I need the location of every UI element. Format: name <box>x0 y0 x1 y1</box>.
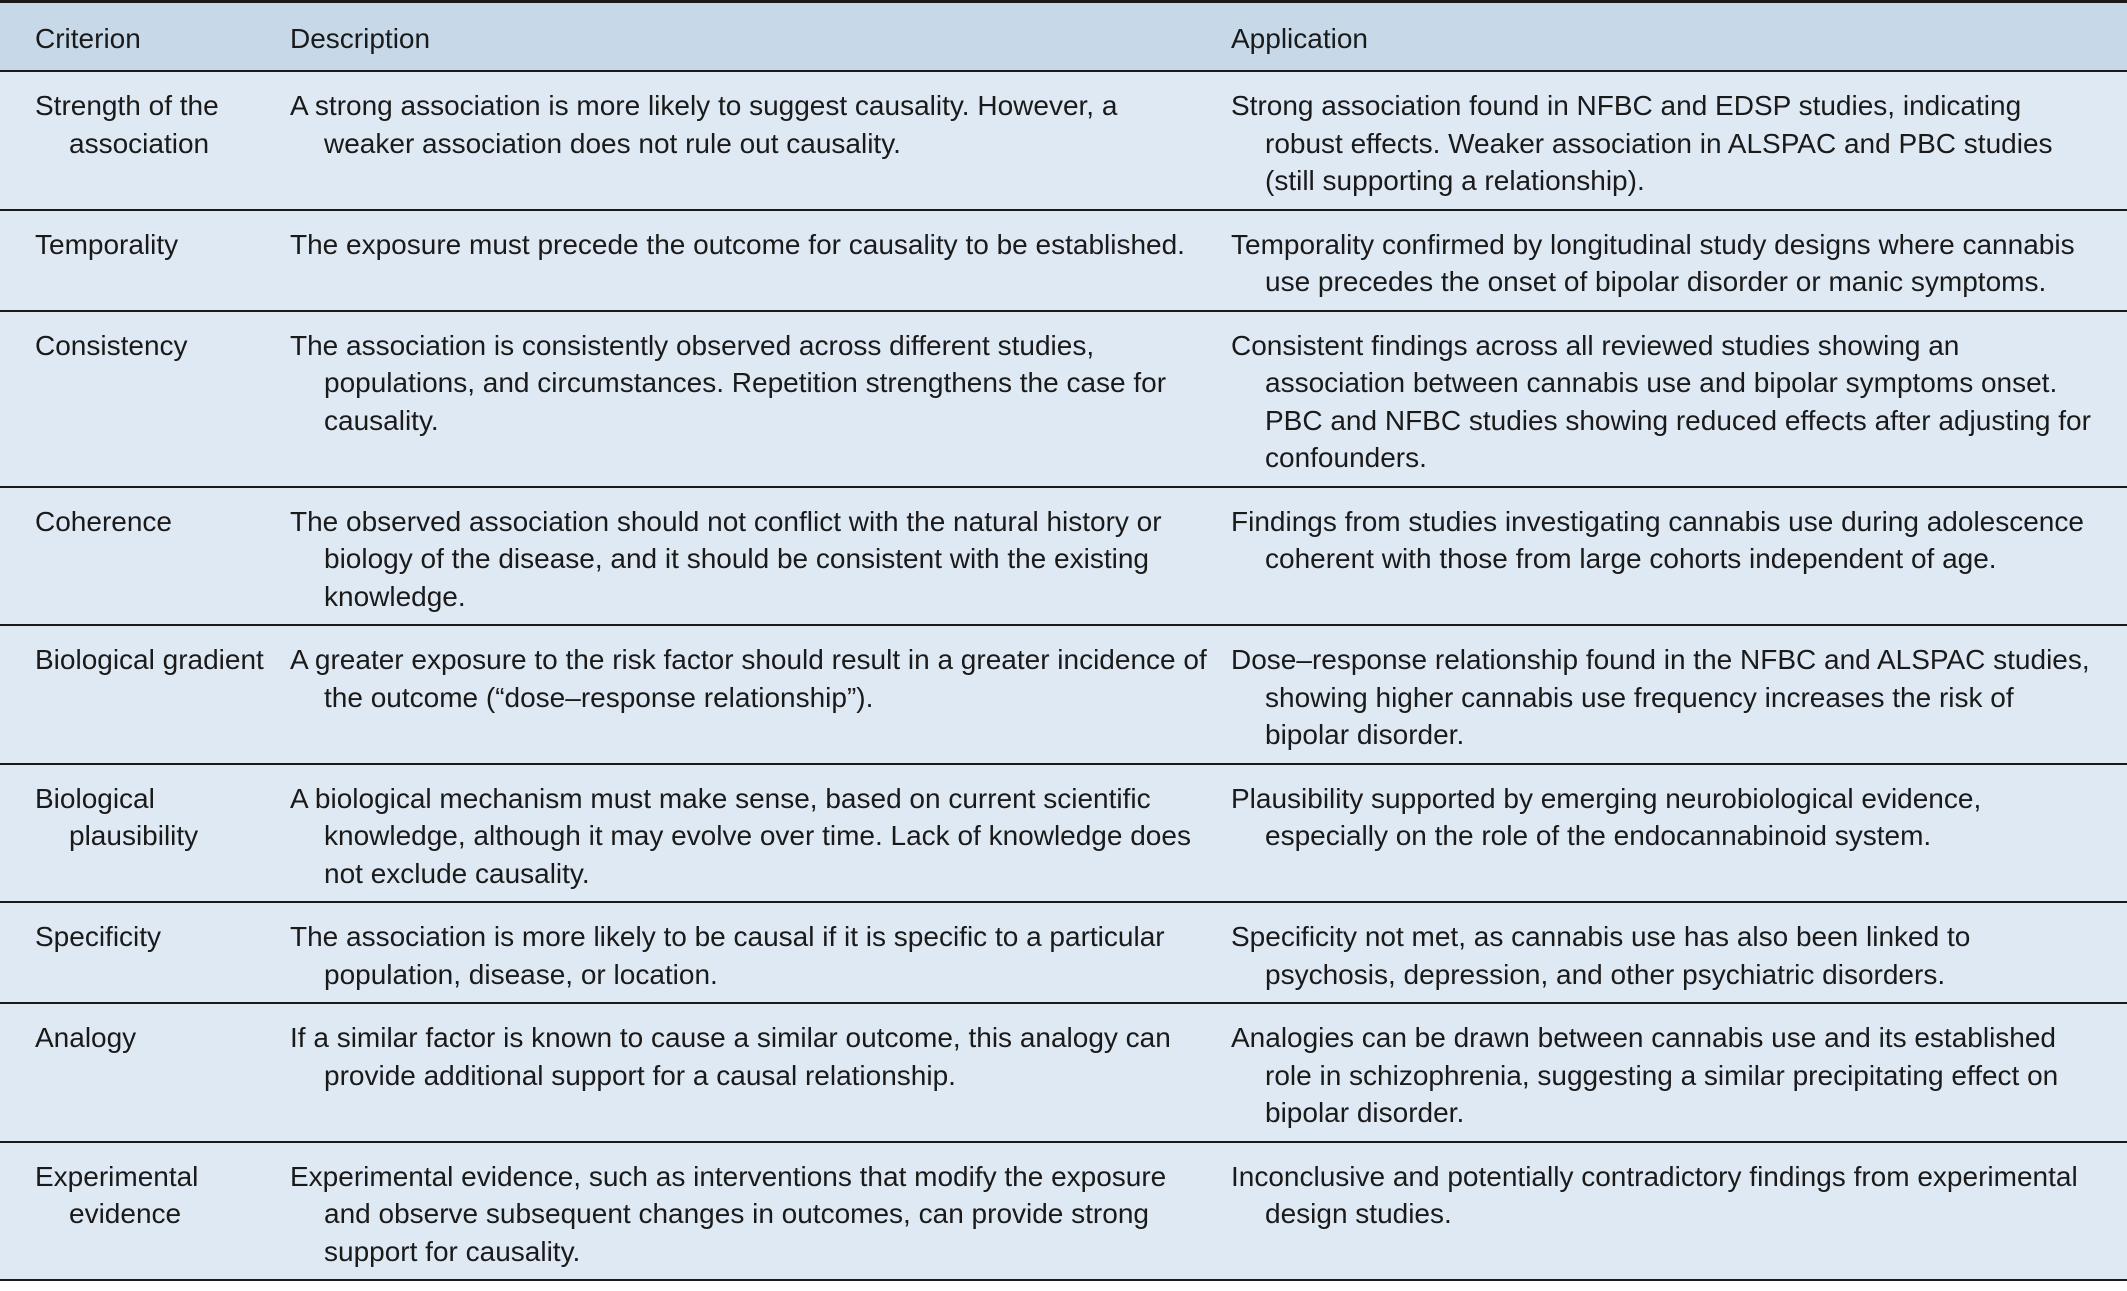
table-row <box>0 487 2127 626</box>
criterion-cell <box>0 764 290 903</box>
application-cell <box>1231 71 2127 210</box>
application-cell <box>1231 1142 2127 1281</box>
criterion-text: Biological gradient <box>35 644 264 675</box>
application-cell <box>1231 902 2127 1003</box>
description-text: A strong association is more likely to suggest causality. However, a weaker association does not rule out causality. <box>290 90 1118 159</box>
criterion-text: Consistency <box>35 329 188 361</box>
description-text: Experimental evidence, such as interventions that modify the exposure and observe subsequent changes in outcomes, can provide strong support for causality. <box>290 1160 1167 1267</box>
description-cell <box>290 1003 1231 1142</box>
description-cell <box>290 625 1231 764</box>
application-text: Strong association found in NFBC and EDSP studies, indicating robust effects. Weaker association in ALSPAC and PBC studies (still supporting a relationship). <box>1231 90 2053 196</box>
description-text: The association is more likely to be causal if it is specific to a particular population, disease, or location. <box>290 921 1165 990</box>
table-row <box>0 625 2127 764</box>
table-row <box>0 311 2127 487</box>
table-row <box>0 1003 2127 1142</box>
application-cell <box>1231 311 2127 487</box>
table-row <box>0 1142 2127 1281</box>
table-row <box>0 902 2127 1003</box>
description-cell <box>290 1142 1231 1281</box>
table-row <box>0 71 2127 210</box>
application-text: Temporality confirmed by longitudinal study designs where cannabis use precedes the onset of bipolar disorder or manic symptoms. <box>1231 228 2075 297</box>
application-text: Inconclusive and potentially contradictory findings from experimental design studies. <box>1231 1160 2078 1229</box>
description-text: A greater exposure to the risk factor should result in a greater incidence of the outcome (“dose–response relationship”). <box>290 644 1207 713</box>
criterion-text: Specificity <box>35 921 162 952</box>
criterion-cell <box>0 71 290 210</box>
criterion-text: Strength of the association <box>35 90 219 159</box>
header-row <box>0 2 2127 72</box>
criterion-text: Analogy <box>35 1022 137 1053</box>
criterion-text: Coherence <box>35 505 172 537</box>
application-text: Analogies can be drawn between cannabis use and its established role in schizophrenia, suggesting a similar precipitating effect on bipolar disorder. <box>1231 1022 2059 1128</box>
description-cell <box>290 210 1231 311</box>
header-application: Application <box>1231 23 1368 54</box>
description-cell <box>290 311 1231 487</box>
application-cell <box>1231 625 2127 764</box>
description-text: If a similar factor is known to cause a similar outcome, this analogy can provide additional support for a causal relationship. <box>290 1022 1171 1091</box>
criterion-cell <box>0 625 290 764</box>
application-text: Findings from studies investigating cannabis use during adolescence coherent with those from large cohorts independent of age. <box>1231 505 2084 574</box>
header-description: Description <box>290 23 431 54</box>
criterion-cell <box>0 1003 290 1142</box>
description-text: The association is consistently observed across different studies, populations, and circumstances. Repetition strengthens the case for causality. <box>290 329 1167 436</box>
application-text: Dose–response relationship found in the NFBC and ALSPAC studies, showing higher cannabis use frequency increases the risk of bipolar disorder. <box>1231 644 2090 750</box>
description-cell <box>290 902 1231 1003</box>
description-text: The observed association should not conflict with the natural history or biology of the disease, and it should be consistent with the existing knowledge. <box>290 505 1162 612</box>
criterion-cell <box>0 487 290 626</box>
criterion-cell <box>0 311 290 487</box>
table-row <box>0 764 2127 903</box>
application-cell <box>1231 210 2127 311</box>
description-cell <box>290 71 1231 210</box>
criterion-text: Experimental evidence <box>35 1160 199 1229</box>
application-text: Plausibility supported by emerging neurobiological evidence, especially on the role of the endocannabinoid system. <box>1231 782 1982 851</box>
criterion-text: Biological plausibility <box>35 782 199 851</box>
criterion-text: Temporality <box>35 228 179 260</box>
description-text: The exposure must precede the outcome for causality to be established. <box>290 228 1185 260</box>
criterion-cell <box>0 210 290 311</box>
table-header <box>0 2 2127 72</box>
criterion-cell <box>0 1142 290 1281</box>
application-text: Consistent findings across all reviewed studies showing an association between cannabis use and bipolar symptoms onset. PBC and NFBC studies showing reduced effects after adjusting for confounders. <box>1231 329 2091 473</box>
description-cell <box>290 764 1231 903</box>
application-cell <box>1231 1003 2127 1142</box>
table-body <box>0 71 2127 1280</box>
header-criterion: Criterion <box>35 23 141 54</box>
description-text: A biological mechanism must make sense, based on current scientific knowledge, although it may evolve over time. Lack of knowledge does not exclude causality. <box>290 782 1191 889</box>
criterion-cell <box>0 902 290 1003</box>
application-cell <box>1231 487 2127 626</box>
application-text: Specificity not met, as cannabis use has also been linked to psychosis, depression, and other psychiatric disorders. <box>1231 921 1971 990</box>
description-cell <box>290 487 1231 626</box>
application-cell <box>1231 764 2127 903</box>
table-row <box>0 210 2127 311</box>
